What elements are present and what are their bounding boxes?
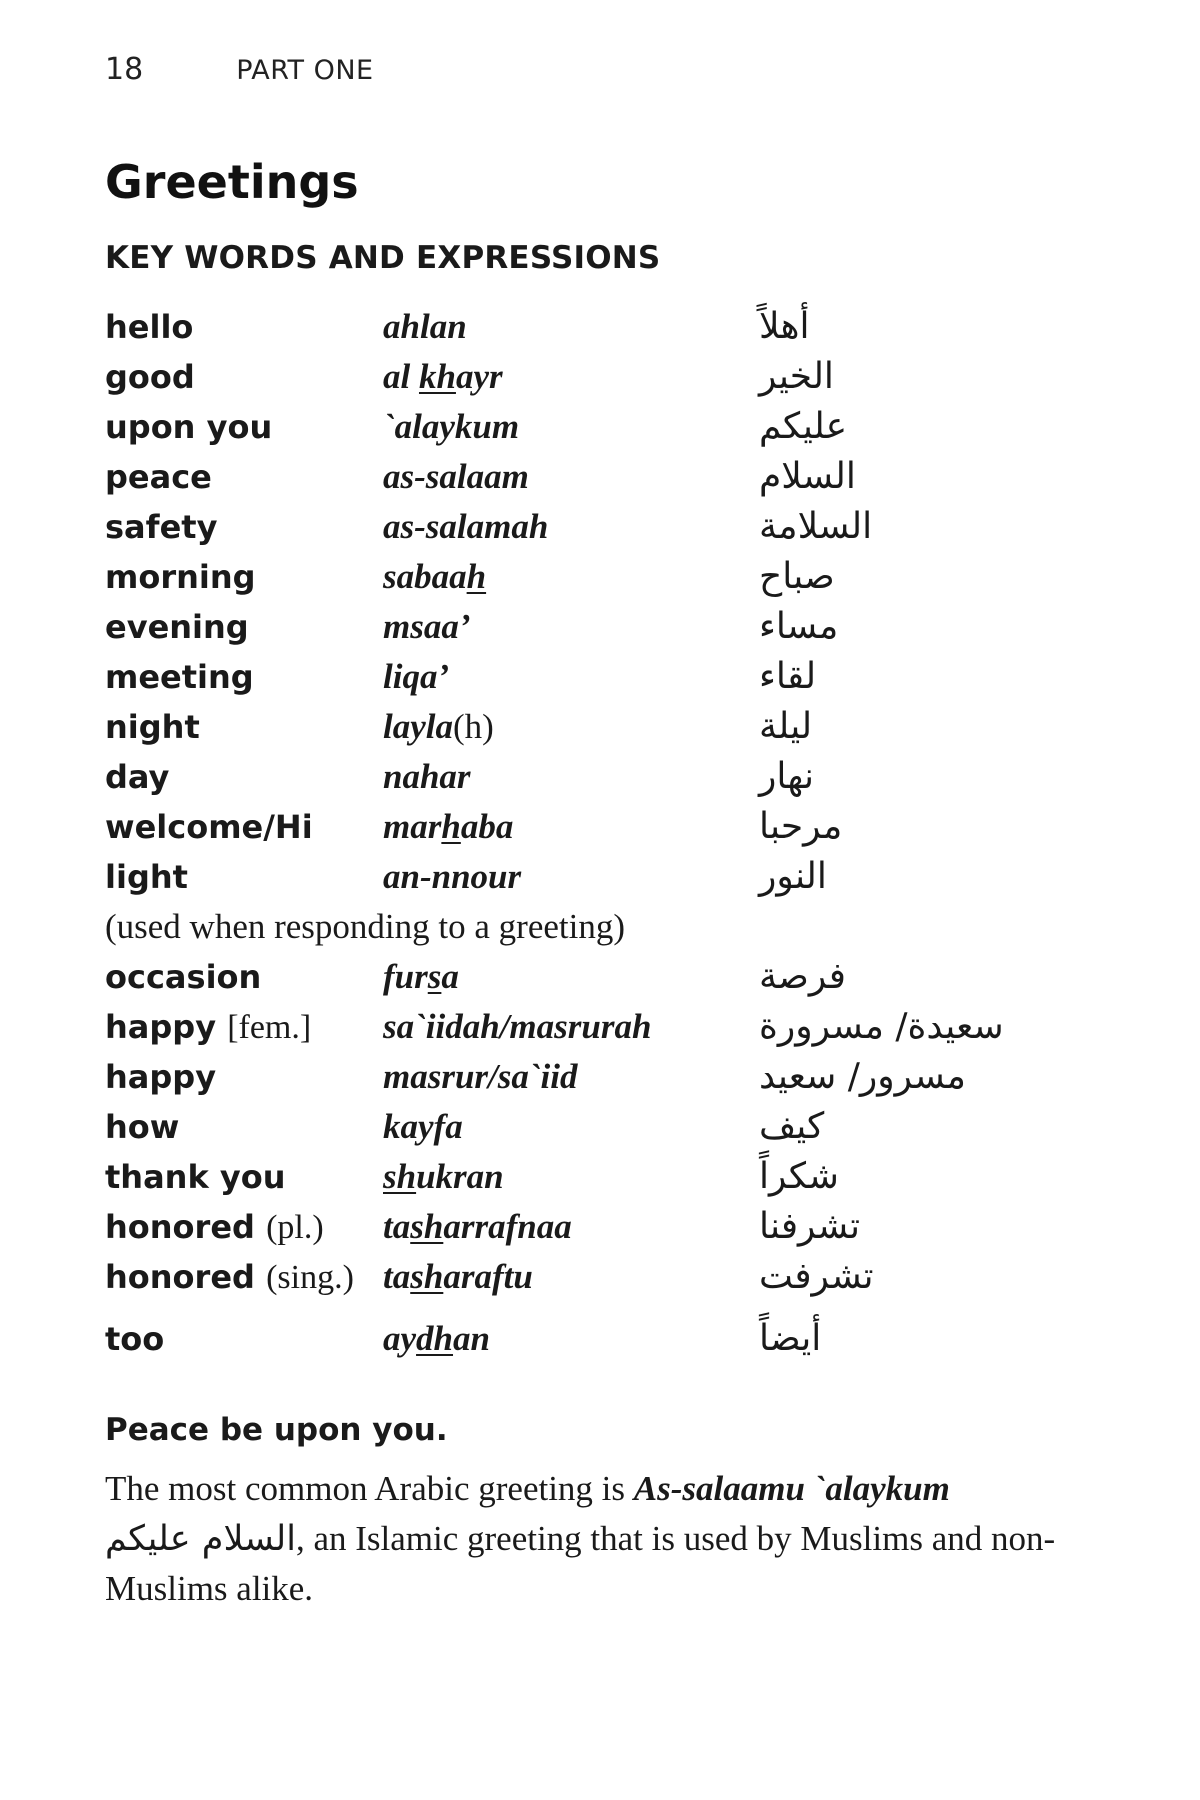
page-title: Greetings [105,155,359,209]
peace-text-1: The most common Arabic greeting is [105,1469,634,1508]
transliteration-part: fur [383,957,428,996]
transliteration-part: aba [460,807,514,846]
transliteration-part: mar [383,807,442,846]
vocab-row [105,402,1105,452]
vocab-row [105,602,1105,652]
english-word [105,652,254,702]
english-word [105,1152,286,1202]
page-header [105,52,374,92]
english-word [105,1202,324,1253]
english-word [105,402,272,452]
transliteration-part: an [453,1319,490,1358]
transliteration-underlined: h [441,807,461,846]
english-word-text: day [105,758,170,796]
english-word-text: good [105,358,195,396]
transliteration [383,652,449,702]
vocab-row [105,952,1105,1002]
transliteration [383,602,471,652]
transliteration-part: ta [383,1207,411,1246]
english-word-note: (pl.) [266,1209,324,1246]
transliteration [383,452,529,502]
arabic-word: عليكم [759,406,848,447]
english-word-text: occasion [105,958,262,996]
vocab-row [105,852,1105,902]
vocab-row [105,1002,1105,1052]
peace-paragraph [105,1464,1065,1614]
english-word [105,552,256,602]
vocab-row [105,302,1105,352]
vocab-note: (used when responding to a greeting) [105,907,625,946]
english-word [105,1252,354,1303]
arabic-word: كيف [759,1106,825,1147]
arabic-word: السلامة [759,506,873,547]
vocab-row [105,352,1105,402]
transliteration [383,952,459,1002]
page-number: 18 [105,52,144,87]
english-word-text: peace [105,458,212,496]
transliteration-text: `alaykum [383,407,520,446]
english-word [105,1002,311,1053]
arabic-word: تشرفت [759,1256,874,1297]
transliteration-part: ay [383,1319,417,1358]
transliteration [383,1052,578,1102]
transliteration-underlined: h [466,557,487,596]
transliteration-part: al [383,357,419,396]
section-subtitle: KEY WORDS AND EXPRESSIONS [105,240,661,276]
english-word [105,452,212,502]
arabic-word: الخير [759,356,834,397]
english-word [105,502,217,552]
english-word-text: happy [105,1008,217,1046]
transliteration-underlined: sh [410,1207,444,1246]
english-word-text: hello [105,308,194,346]
english-word [105,802,313,852]
transliteration [383,1202,572,1252]
transliteration-underlined: s [427,957,442,996]
vocab-row [105,452,1105,502]
transliteration [383,1252,533,1302]
transliteration [383,552,486,602]
english-word [105,352,195,402]
transliteration-part: a [441,957,459,996]
transliteration [383,1102,463,1152]
english-word-text: thank you [105,1158,286,1196]
transliteration [383,302,467,352]
peace-arabic: السلام عليكم [105,1519,296,1559]
english-word-text: how [105,1108,180,1146]
transliteration-text: liqa’ [383,657,450,696]
english-word [105,602,249,652]
transliteration-text: as-salamah [383,507,549,546]
transliteration-part: ta [383,1257,411,1296]
arabic-word: صباح [759,556,835,597]
english-word-text: honored [105,1208,255,1246]
transliteration [383,502,548,552]
transliteration-text: msaa’ [383,607,471,646]
transliteration-text: masrur/sa`iid [383,1057,578,1096]
transliteration-text: sa`iidah/masrurah [383,1007,652,1046]
english-word-text: meeting [105,658,254,696]
arabic-word: النور [759,856,827,897]
arabic-word: أهلاً [759,306,810,347]
english-word-note: [fem.] [227,1009,312,1046]
transliteration-underlined: sh [383,1157,417,1196]
arabic-word: السلام [759,456,856,497]
english-word-text: night [105,708,200,746]
english-word-text: morning [105,558,256,596]
english-word-text: honored [105,1258,255,1296]
transliteration-text: nahar [383,757,471,796]
peace-text-2: , an Islamic greeting that is used by Muslims and non-Muslims alike. [105,1519,1056,1608]
transliteration [383,852,521,902]
arabic-word: فرصة [759,956,846,997]
vocab-row [105,802,1105,852]
arabic-word: شكراً [759,1156,839,1197]
transliteration-part: ayr [455,357,503,396]
vocab-row [105,702,1105,752]
transliteration [383,352,503,402]
arabic-word: ليلة [759,706,813,747]
transliteration-part: araftu [443,1257,533,1296]
english-word [105,702,200,752]
transliteration-text: kayfa [383,1107,463,1146]
vocab-row [105,1252,1105,1302]
english-word [105,302,193,352]
english-word [105,752,169,802]
arabic-word: مرحبا [759,806,843,847]
english-word-text: upon you [105,408,273,446]
peace-heading: Peace be upon you. [105,1412,448,1448]
transliteration [383,702,494,752]
english-word-text: too [105,1320,165,1358]
english-word-text: safety [105,508,218,546]
vocabulary-list [105,302,1105,1364]
vocab-row [105,652,1105,702]
arabic-word: مساء [759,606,839,647]
vocab-row [105,502,1105,552]
transliteration-part: arrafnaa [443,1207,572,1246]
arabic-word: تشرفنا [759,1206,861,1247]
transliteration-part: ukran [416,1157,504,1196]
transliteration [383,752,471,802]
vocab-row [105,1202,1105,1252]
english-word-text: evening [105,608,249,646]
transliteration [383,402,519,452]
arabic-word: أيضاً [759,1318,822,1359]
transliteration-underlined: dh [416,1319,454,1358]
vocab-row [105,1052,1105,1102]
transliteration-text: an-nnour [383,857,522,896]
transliteration-underlined: sh [410,1257,444,1296]
transliteration-underlined: kh [418,357,456,396]
vocab-row [105,1152,1105,1202]
vocab-note-row [105,902,1105,952]
arabic-word: سعيدة/ مسرورة [759,1006,1004,1047]
english-word [105,952,261,1002]
english-word-text: welcome/Hi [105,808,313,846]
english-word-text: happy [105,1058,217,1096]
transliteration-text: as-salaam [383,457,529,496]
vocab-row [105,1302,1105,1364]
arabic-word: مسرور/ سعيد [759,1056,966,1097]
english-word [105,1052,216,1102]
arabic-word: نهار [759,756,814,797]
english-word [105,1314,164,1364]
transliteration-text: ahlan [383,307,467,346]
english-word-text: light [105,858,188,896]
arabic-word: لقاء [759,656,817,697]
english-word [105,852,188,902]
vocab-row [105,752,1105,802]
transliteration-text: layla [383,707,453,746]
peace-emphasis: As-salaamu `alaykum [633,1469,950,1508]
vocab-row [105,552,1105,602]
vocab-row [105,1102,1105,1152]
english-word [105,1102,179,1152]
transliteration [383,802,513,852]
transliteration [383,1002,651,1052]
transliteration [383,1152,504,1202]
running-head: PART ONE [236,55,374,86]
transliteration-suffix: (h) [452,707,494,746]
english-word-note: (sing.) [266,1259,354,1296]
transliteration [383,1314,490,1364]
transliteration-part: sabaa [383,557,467,596]
